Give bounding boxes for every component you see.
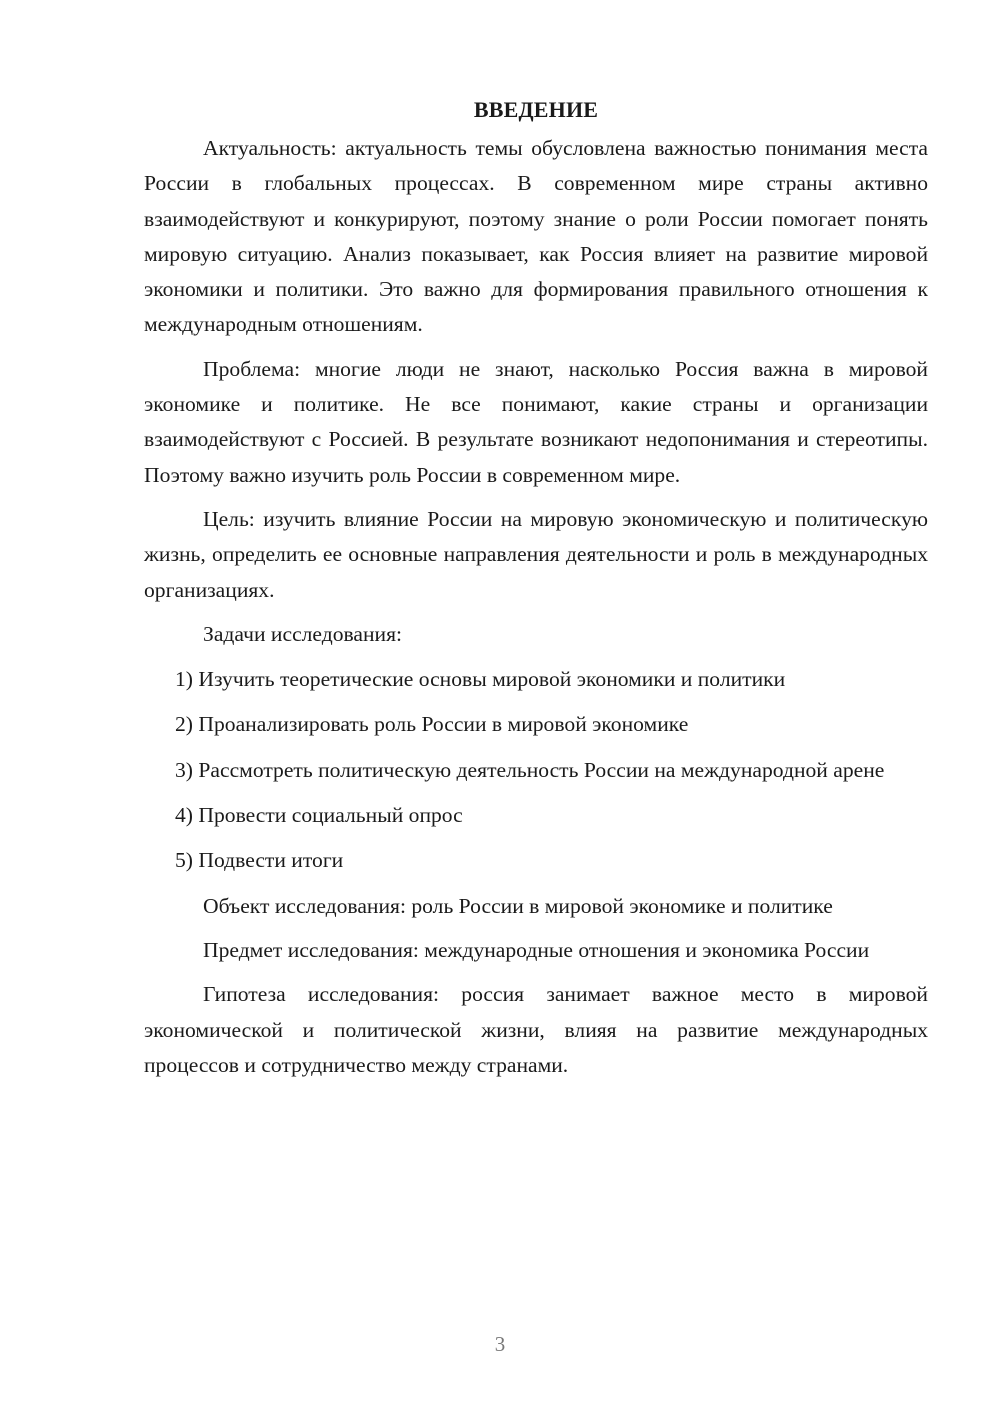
task-item: 2) Проанализировать роль России в мировой экономике — [175, 712, 689, 737]
paragraph-hypothesis: Гипотеза исследования: россия занимает важное место в мировой экономической и политической жизни, влияя на развитие международных процессов и сотрудничество между странами. — [144, 982, 928, 1077]
paragraph-relevance: Актуальность: актуальность темы обусловлена важностью понимания места России в глобальных процессах. В современном мире страны активно взаимодействуют и конкурируют, поэтому знание о роли России помогает понять мировую ситуацию. Анализ показывает, как Россия влияет на развитие мировой экономики и политики. Это важно для формирования правильного отношения к международным отношениям. — [144, 136, 928, 337]
paragraph-goal: Цель: изучить влияние России на мировую экономическую и политическую жизнь, определить ее основные направления деятельности и роль в международных организациях. — [144, 506, 928, 602]
tasks-heading: Задачи исследования: — [203, 621, 403, 646]
page-title: ВВЕДЕНИЕ — [473, 97, 599, 122]
paragraph-object: Объект исследования: роль России в мировой экономике и политике — [203, 893, 833, 918]
document-page — [144, 92, 928, 1092]
paragraph-subject: Предмет исследования: международные отношения и экономика России — [203, 937, 870, 962]
task-item: 4) Провести социальный опрос — [175, 803, 463, 828]
page-number: 3 — [494, 1332, 506, 1356]
paragraph-problem: Проблема: многие люди не знают, насколько Россия важна в мировой экономике и политике. Не все понимают, какие страны и организации взаимодействуют с Россией. В результате возникают недопонимания и стереотипы. Поэтому важно изучить роль России в современном мире. — [144, 356, 928, 487]
task-item: 1) Изучить теоретические основы мировой экономики и политики — [175, 667, 786, 692]
task-item: 5) Подвести итоги — [175, 848, 344, 873]
task-item: 3) Рассмотреть политическую деятельность России на международной арене — [175, 757, 885, 782]
